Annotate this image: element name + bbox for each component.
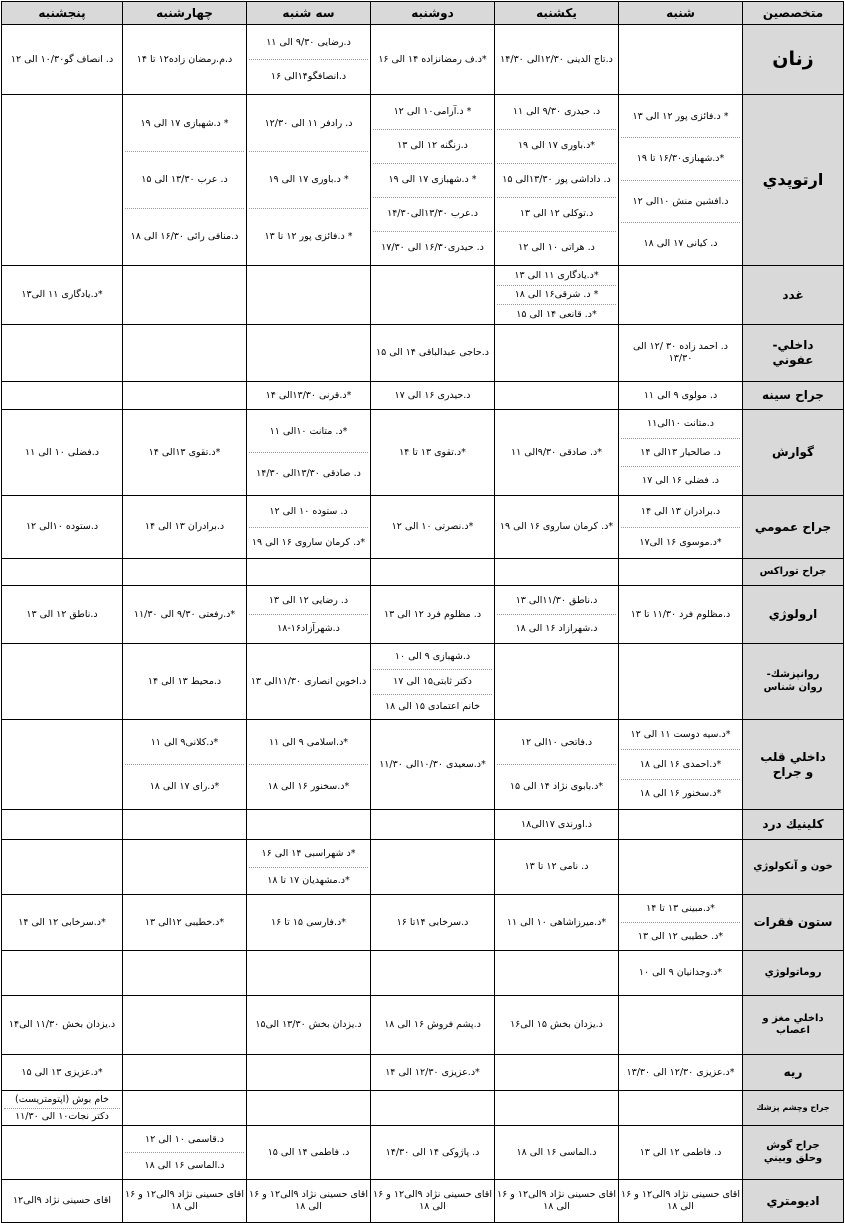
schedule-cell-wednesday bbox=[123, 382, 247, 410]
doctor-entry: *د.میرزاشاهی ۱۰ الی ۱۱ bbox=[506, 916, 607, 928]
table-row bbox=[2, 496, 844, 559]
schedule-cell-sunday bbox=[495, 1091, 619, 1126]
doctor-entry: *د.عزیزی ۱۳ الی ۱۵ bbox=[21, 1066, 103, 1078]
schedule-cell-saturday bbox=[619, 325, 743, 382]
doctor-entry: *د. کرمان ساروی ۱۶ الی ۱۹ bbox=[499, 521, 614, 533]
doctor-entry: *د.سرخابی ۱۲ الی ۱۴ bbox=[18, 916, 106, 928]
doctor-entry: *د.احمدی ۱۶ الی ۱۸ bbox=[621, 749, 740, 779]
table-row bbox=[2, 95, 844, 266]
doctor-entry: خانم اعتمادی ۱۵ الی ۱۸ bbox=[373, 694, 492, 719]
doctor-entry: د.تاج الدینی ۱۲/۳۰الی ۱۴/۳۰ bbox=[500, 53, 613, 65]
schedule-cell-thursday bbox=[2, 586, 123, 644]
schedule-cell-tuesday bbox=[247, 996, 371, 1055]
schedule-cell-sunday bbox=[495, 496, 619, 559]
doctor-entry: *د.قرنی ۱۳/۳۰الی ۱۴ bbox=[265, 389, 352, 401]
specialty-cell bbox=[743, 559, 844, 586]
schedule-cell-thursday bbox=[2, 1126, 123, 1180]
specialty-cell bbox=[743, 895, 844, 951]
schedule-cell-thursday bbox=[2, 410, 123, 496]
table-row bbox=[2, 266, 844, 325]
header-monday: دوشنبه bbox=[371, 2, 495, 25]
schedule-cell-monday bbox=[371, 586, 495, 644]
schedule-cell-wednesday bbox=[123, 25, 247, 95]
specialty-cell bbox=[743, 25, 844, 95]
specialty-cell bbox=[743, 1180, 844, 1223]
schedule-cell-monday bbox=[371, 325, 495, 382]
doctor-entry: د.محیط ۱۳ الی ۱۴ bbox=[147, 675, 222, 687]
doctor-entry: د.ناطق ۱۲ الی ۱۳ bbox=[26, 608, 98, 620]
doctor-entry: *د.تقوی ۱۳الی ۱۴ bbox=[148, 446, 221, 458]
doctor-entry: *د.خطیبی ۱۲الی ۱۳ bbox=[144, 916, 225, 928]
schedule-cell-saturday bbox=[619, 266, 743, 325]
table-row bbox=[2, 720, 844, 810]
schedule-cell-monday bbox=[371, 1091, 495, 1126]
doctor-entry: د. داداشی پور ۱۳/۳۰الی ۱۵ bbox=[497, 163, 616, 197]
doctor-entry: *د.یادگاری ۱۱ الی۱۳ bbox=[21, 289, 103, 301]
schedule-cell-sunday bbox=[495, 996, 619, 1055]
specialty-label: ارتوپدي bbox=[762, 170, 824, 189]
schedule-cell-monday bbox=[371, 95, 495, 266]
specialty-label: اديومتري bbox=[766, 1193, 820, 1208]
specialty-label: ارولوژي bbox=[768, 607, 818, 621]
schedule-cell-saturday bbox=[619, 1055, 743, 1091]
doctor-entry: د. صادقی ۱۳/۳۰الی ۱۴/۳۰ bbox=[249, 452, 368, 495]
schedule-cell-monday bbox=[371, 25, 495, 95]
specialty-cell bbox=[743, 410, 844, 496]
doctor-entry: د. رادفر ۱۱ الی ۱۲/۳۰ bbox=[264, 117, 353, 129]
doctor-entry: د.ستوده ۱۰الی ۱۲ bbox=[25, 521, 99, 533]
doctor-entry: د.فاتحی ۱۰الی ۱۲ bbox=[520, 736, 593, 748]
header-tuesday: سه شنبه bbox=[247, 2, 371, 25]
header-sunday: یکشنبه bbox=[495, 2, 619, 25]
table-row bbox=[2, 325, 844, 382]
schedule-cell-sunday bbox=[495, 1055, 619, 1091]
doctor-entry: * د.شهبازی ۱۷ الی ۱۹ bbox=[140, 117, 229, 129]
schedule-cell-saturday bbox=[619, 95, 743, 266]
specialty-label: داخلي- عفوني bbox=[772, 338, 814, 367]
schedule-cell-wednesday bbox=[123, 840, 247, 895]
schedule-cell-sunday bbox=[495, 840, 619, 895]
doctor-entry: *د.سعیدی ۱۰/۳۰الی ۱۱/۳۰ bbox=[379, 758, 486, 770]
schedule-cell-wednesday bbox=[123, 1180, 247, 1223]
table-row bbox=[2, 382, 844, 410]
doctor-entry: د.ناطق ۱۱/۳۰الی ۱۳ bbox=[515, 594, 598, 606]
doctor-entry: * د.باوری ۱۷ الی ۱۹ bbox=[249, 151, 368, 208]
doctor-entry: د. مولوی ۹ الی ۱۱ bbox=[643, 389, 718, 401]
doctor-entry: د.حاجی عبدالباقی ۱۴ الی ۱۵ bbox=[375, 347, 490, 359]
specialty-cell bbox=[743, 951, 844, 996]
doctor-entry: د. حیدری۱۶/۳۰ الی ۱۷/۳۰ bbox=[373, 231, 492, 265]
doctor-entry: *د شهراسبی ۱۴ الی ۱۶ bbox=[261, 847, 356, 859]
doctor-entry: د.م.رمضان زاده۱۲ تا ۱۴ bbox=[136, 53, 233, 65]
doctor-entry: د.قاسمی ۱۰ الی ۱۲ bbox=[145, 1133, 225, 1145]
doctor-entry: *د. خطیبی ۱۲ الی ۱۳ bbox=[621, 922, 740, 950]
doctor-entry: *د.کلانی۹ الی ۱۱ bbox=[150, 736, 219, 748]
schedule-cell-thursday bbox=[2, 1180, 123, 1223]
schedule-cell-wednesday bbox=[123, 266, 247, 325]
schedule-cell-sunday bbox=[495, 644, 619, 720]
doctor-entry: د.منافی رائی ۱۶/۳۰ الی ۱۸ bbox=[125, 208, 244, 265]
doctor-entry: د.توکلی ۱۲ الی ۱۳ bbox=[497, 197, 616, 231]
schedule-cell-thursday bbox=[2, 325, 123, 382]
schedule-cell-saturday bbox=[619, 496, 743, 559]
schedule-cell-wednesday bbox=[123, 325, 247, 382]
doctor-entry: د. پاژوکی ۱۴ الی ۱۴/۳۰ bbox=[385, 1146, 480, 1158]
header-specialists: متخصصین bbox=[743, 2, 844, 25]
schedule-cell-saturday bbox=[619, 644, 743, 720]
schedule-cell-tuesday bbox=[247, 1091, 371, 1126]
schedule-cell-monday bbox=[371, 895, 495, 951]
doctor-entry: د.متانت ۱۰الی۱۱ bbox=[647, 418, 714, 430]
doctor-entry: *د.سخنور ۱۶ الی ۱۸ bbox=[621, 779, 740, 809]
schedule-cell-tuesday bbox=[247, 1180, 371, 1223]
doctor-entry: د.الماسی ۱۶ الی ۱۸ bbox=[516, 1146, 597, 1158]
schedule-cell-sunday bbox=[495, 559, 619, 586]
doctor-entry: *د.موسوی ۱۶ الی۱۷ bbox=[621, 527, 740, 558]
doctor-entry: دکتر ثابتی۱۵ الی ۱۷ bbox=[373, 669, 492, 694]
table-row bbox=[2, 559, 844, 586]
doctor-entry: د.یزدان بخش ۱۵ الی۱۶ bbox=[510, 1019, 603, 1031]
header-thursday: پنجشنبه bbox=[2, 2, 123, 25]
specialty-label: گوارش bbox=[771, 445, 815, 459]
specialty-label: جراح عمومي bbox=[754, 519, 832, 534]
schedule-cell-wednesday bbox=[123, 644, 247, 720]
schedule-cell-sunday bbox=[495, 810, 619, 840]
schedule-cell-monday bbox=[371, 1055, 495, 1091]
schedule-cell-sunday bbox=[495, 382, 619, 410]
schedule-cell-wednesday bbox=[123, 720, 247, 810]
doctor-entry: د.انصافگو۱۴الی ۱۶ bbox=[249, 59, 368, 94]
doctor-entry: *د.یادگاری ۱۱ الی ۱۳ bbox=[514, 269, 599, 281]
doctor-entry: د. نامی ۱۲ تا ۱۳ bbox=[524, 861, 589, 873]
specialty-cell bbox=[743, 266, 844, 325]
schedule-cell-wednesday bbox=[123, 559, 247, 586]
schedule-cell-sunday bbox=[495, 720, 619, 810]
schedule-cell-thursday bbox=[2, 810, 123, 840]
doctor-entry: د.افشین منش ۱۰الی ۱۲ bbox=[621, 180, 740, 223]
schedule-cell-thursday bbox=[2, 25, 123, 95]
schedule-cell-wednesday bbox=[123, 895, 247, 951]
specialty-cell bbox=[743, 496, 844, 559]
schedule-cell-monday bbox=[371, 410, 495, 496]
schedule-cell-wednesday bbox=[123, 586, 247, 644]
doctor-entry: * د.شهبازی ۱۷ الی ۱۹ bbox=[373, 163, 492, 197]
doctor-entry: *د.اسلامی ۹ الی ۱۱ bbox=[268, 736, 349, 748]
doctor-entry: د.برادران ۱۳ الی ۱۴ bbox=[640, 505, 721, 517]
table-row bbox=[2, 1180, 844, 1223]
doctor-entry: د.الماسی ۱۶ الی ۱۸ bbox=[125, 1152, 244, 1179]
schedule-cell-thursday bbox=[2, 266, 123, 325]
table-row bbox=[2, 1091, 844, 1126]
schedule-cell-sunday bbox=[495, 951, 619, 996]
schedule-cell-monday bbox=[371, 810, 495, 840]
doctor-entry: اقای حسینی نژاد ۹الی۱۲ و ۱۶ الی ۱۸ bbox=[373, 1189, 492, 1212]
doctor-entry: *د.عزیزی ۱۲/۳۰ الی ۱۴ bbox=[385, 1066, 480, 1078]
doctor-entry: اقای حسینی نژاد ۹الی۱۲ و ۱۶ الی ۱۸ bbox=[125, 1189, 244, 1212]
clinic-schedule-table bbox=[1, 1, 844, 1223]
doctor-entry: د. فضلی ۱۶ الی ۱۷ bbox=[621, 466, 740, 494]
table-row bbox=[2, 410, 844, 496]
doctor-entry: د.فضلی ۱۰ الی ۱۱ bbox=[24, 446, 100, 458]
doctor-entry: *د.ف رمضانزاده ۱۴ الی ۱۶ bbox=[378, 53, 487, 65]
schedule-cell-monday bbox=[371, 720, 495, 810]
table-row bbox=[2, 996, 844, 1055]
schedule-cell-saturday bbox=[619, 382, 743, 410]
doctor-entry: *د.مشهدیان ۱۷ تا ۱۸ bbox=[249, 867, 368, 894]
doctor-entry: *د.وجدانیان ۹ الی ۱۰ bbox=[638, 967, 723, 979]
schedule-cell-thursday bbox=[2, 720, 123, 810]
header-wednesday: چهارشنبه bbox=[123, 2, 247, 25]
schedule-cell-saturday bbox=[619, 586, 743, 644]
doctor-entry: د.شهرآزاد۱۶-۱۸ bbox=[249, 614, 368, 643]
doctor-entry: *د.مبینی ۱۳ تا ۱۴ bbox=[646, 903, 715, 915]
doctor-entry: د.سرخابی ۱۴تا ۱۶ bbox=[396, 916, 469, 928]
schedule-cell-wednesday bbox=[123, 496, 247, 559]
schedule-cell-wednesday bbox=[123, 1091, 247, 1126]
schedule-cell-saturday bbox=[619, 410, 743, 496]
header-saturday: شنبه bbox=[619, 2, 743, 25]
schedule-cell-tuesday bbox=[247, 95, 371, 266]
schedule-cell-tuesday bbox=[247, 586, 371, 644]
schedule-cell-thursday bbox=[2, 996, 123, 1055]
table-row bbox=[2, 25, 844, 95]
specialty-label: خون و آنكولوژي bbox=[753, 860, 833, 872]
doctor-entry: د.زنگنه ۱۲ الی ۱۳ bbox=[373, 129, 492, 163]
schedule-cell-saturday bbox=[619, 720, 743, 810]
schedule-cell-sunday bbox=[495, 895, 619, 951]
specialty-cell bbox=[743, 1055, 844, 1091]
schedule-cell-sunday bbox=[495, 1126, 619, 1180]
specialty-label: روماتولوژي bbox=[764, 966, 822, 978]
schedule-cell-saturday bbox=[619, 840, 743, 895]
header-row bbox=[2, 2, 844, 25]
schedule-cell-monday bbox=[371, 1126, 495, 1180]
schedule-cell-monday bbox=[371, 496, 495, 559]
schedule-cell-wednesday bbox=[123, 996, 247, 1055]
doctor-entry: *د.سخنور ۱۶ الی ۱۸ bbox=[249, 764, 368, 809]
schedule-cell-saturday bbox=[619, 996, 743, 1055]
doctor-entry: د. فاطمی ۱۲ الی ۱۳ bbox=[639, 1146, 722, 1158]
specialty-cell bbox=[743, 95, 844, 266]
doctor-entry: د.اخوین انصاری ۱۱/۳۰الی ۱۳ bbox=[250, 675, 367, 687]
doctor-entry: د. صالحیار ۱۳الی ۱۴ bbox=[621, 438, 740, 466]
doctor-entry: * د.فائزی پور ۱۲ تا ۱۳ bbox=[249, 208, 368, 265]
specialty-label: غدد bbox=[782, 287, 804, 302]
doctor-entry: اقای حسینی نژاد ۹الی۱۲ و ۱۶ الی ۱۸ bbox=[249, 1189, 368, 1212]
doctor-entry: اقای حسینی نژاد ۹الی۱۲ و ۱۶ الی ۱۸ bbox=[621, 1189, 740, 1212]
schedule-cell-thursday bbox=[2, 951, 123, 996]
doctor-entry: دکتر نجات۱۰ الی ۱۱/۳۰ bbox=[4, 1108, 120, 1125]
schedule-cell-thursday bbox=[2, 1055, 123, 1091]
doctor-entry: اقای حسینی نژاد ۹الی۱۲ bbox=[12, 1195, 112, 1207]
schedule-cell-sunday bbox=[495, 266, 619, 325]
schedule-cell-tuesday bbox=[247, 559, 371, 586]
specialty-label: داخلي قلب و جراح bbox=[760, 749, 826, 779]
schedule-cell-tuesday bbox=[247, 840, 371, 895]
table-row bbox=[2, 810, 844, 840]
schedule-cell-tuesday bbox=[247, 951, 371, 996]
specialty-cell bbox=[743, 325, 844, 382]
schedule-cell-tuesday bbox=[247, 266, 371, 325]
schedule-cell-tuesday bbox=[247, 410, 371, 496]
schedule-cell-wednesday bbox=[123, 1055, 247, 1091]
doctor-entry: د.یزدان بخش ۱۳/۳۰ الی۱۵ bbox=[255, 1019, 362, 1031]
schedule-cell-tuesday bbox=[247, 325, 371, 382]
doctor-entry: خام بوش (اپتومتریست) bbox=[15, 1093, 109, 1105]
doctor-entry: *د.سیه دوست ۱۱ الی ۱۲ bbox=[630, 729, 731, 741]
doctor-entry: *د.نصرتی ۱۰ الی ۱۲ bbox=[391, 521, 474, 533]
schedule-cell-wednesday bbox=[123, 410, 247, 496]
doctor-entry: *د.رفعتی ۹/۳۰ الی ۱۱/۳۰ bbox=[133, 608, 236, 620]
doctor-entry: د.اورندی ۱۷الی۱۸ bbox=[520, 818, 593, 830]
specialty-cell bbox=[743, 720, 844, 810]
doctor-entry: د.عرب ۱۳/۳۰الی۱۴/۳۰ bbox=[373, 197, 492, 231]
schedule-cell-monday bbox=[371, 559, 495, 586]
schedule-cell-tuesday bbox=[247, 382, 371, 410]
doctor-entry: *د.باوری ۱۷ الی ۱۹ bbox=[497, 129, 616, 163]
schedule-cell-saturday bbox=[619, 951, 743, 996]
doctor-entry: *د. قانعی ۱۴ الی ۱۵ bbox=[497, 304, 616, 323]
table-row bbox=[2, 951, 844, 996]
doctor-entry: د.یزدان بخش ۱۱/۳۰ الی۱۴ bbox=[8, 1019, 116, 1031]
doctor-entry: د. انصاف گو۱۰/۳۰ الی ۱۲ bbox=[10, 53, 114, 65]
schedule-cell-thursday bbox=[2, 895, 123, 951]
schedule-cell-saturday bbox=[619, 25, 743, 95]
doctor-entry: د. حیدری ۹/۳۰ الی ۱۱ bbox=[512, 106, 601, 118]
doctor-entry: *د.بابوی نژاد ۱۴ الی ۱۵ bbox=[497, 764, 616, 809]
schedule-cell-monday bbox=[371, 266, 495, 325]
specialty-cell bbox=[743, 586, 844, 644]
specialty-cell bbox=[743, 382, 844, 410]
schedule-cell-thursday bbox=[2, 644, 123, 720]
table-row bbox=[2, 1055, 844, 1091]
schedule-cell-tuesday bbox=[247, 644, 371, 720]
schedule-cell-sunday bbox=[495, 25, 619, 95]
schedule-cell-wednesday bbox=[123, 1126, 247, 1180]
doctor-entry: *د.عزیزی ۱۲/۳۰ الی ۱۳/۳۰ bbox=[626, 1066, 735, 1078]
schedule-cell-monday bbox=[371, 951, 495, 996]
schedule-cell-sunday bbox=[495, 410, 619, 496]
schedule-cell-sunday bbox=[495, 325, 619, 382]
doctor-entry: د. مظلوم فرد ۱۲ الی ۱۳ bbox=[383, 608, 482, 620]
doctor-entry: د. هراتی ۱۰ الی ۱۲ bbox=[497, 231, 616, 265]
specialty-label: روانپزشك- روان شناس bbox=[763, 669, 823, 693]
specialty-label: كلينيك درد bbox=[762, 817, 824, 831]
schedule-cell-thursday bbox=[2, 559, 123, 586]
schedule-cell-wednesday bbox=[123, 95, 247, 266]
schedule-cell-saturday bbox=[619, 559, 743, 586]
doctor-entry: د. کیانی ۱۷ الی ۱۸ bbox=[621, 222, 740, 265]
schedule-cell-monday bbox=[371, 382, 495, 410]
doctor-entry: *د. کرمان ساروی ۱۶ الی ۱۹ bbox=[249, 527, 368, 558]
specialty-label: زنان bbox=[772, 47, 814, 70]
doctor-entry: *د.فارسی ۱۵ تا ۱۶ bbox=[271, 916, 346, 928]
doctor-entry: د. فاطمی ۱۴ الی ۱۵ bbox=[267, 1146, 350, 1158]
table-row bbox=[2, 644, 844, 720]
schedule-cell-thursday bbox=[2, 382, 123, 410]
schedule-cell-wednesday bbox=[123, 951, 247, 996]
doctor-entry: د.مظلوم فرد ۱۱/۳۰ تا ۱۳ bbox=[630, 608, 731, 620]
specialty-cell bbox=[743, 996, 844, 1055]
doctor-entry: د. رضایی ۱۲ الی ۱۳ bbox=[268, 594, 349, 606]
doctor-entry: د. عرب ۱۳/۳۰ الی ۱۵ bbox=[125, 151, 244, 208]
specialty-cell bbox=[743, 810, 844, 840]
schedule-cell-monday bbox=[371, 644, 495, 720]
doctor-entry: د.حیدری ۱۶ الی ۱۷ bbox=[394, 389, 471, 401]
doctor-entry: *د.رای ۱۷ الی ۱۸ bbox=[125, 764, 244, 809]
specialty-label: ستون فقرات bbox=[753, 915, 833, 929]
specialty-label: ريه bbox=[783, 1065, 803, 1079]
schedule-cell-thursday bbox=[2, 95, 123, 266]
doctor-entry: د. ستوده ۱۰ الی ۱۲ bbox=[269, 505, 348, 517]
specialty-cell bbox=[743, 1091, 844, 1126]
specialty-label: جراح وچشم پزشك bbox=[756, 1103, 830, 1112]
doctor-entry: د.رضایی ۹/۳۰ الی ۱۱ bbox=[266, 36, 351, 48]
schedule-cell-tuesday bbox=[247, 1126, 371, 1180]
schedule-cell-saturday bbox=[619, 1126, 743, 1180]
specialty-label: جراح سينه bbox=[762, 388, 824, 402]
schedule-cell-monday bbox=[371, 840, 495, 895]
doctor-entry: *د. متانت ۱۰الی ۱۱ bbox=[269, 425, 348, 437]
schedule-cell-saturday bbox=[619, 810, 743, 840]
schedule-cell-wednesday bbox=[123, 810, 247, 840]
schedule-cell-sunday bbox=[495, 586, 619, 644]
specialty-label: جراح توراکس bbox=[759, 565, 827, 577]
schedule-cell-monday bbox=[371, 1180, 495, 1223]
doctor-entry: * د.فائزی پور ۱۲ الی ۱۳ bbox=[632, 110, 729, 122]
doctor-entry: * د.آرامی۱۰ الی ۱۲ bbox=[393, 106, 472, 118]
schedule-cell-monday bbox=[371, 996, 495, 1055]
doctor-entry: اقای حسینی نژاد ۹الی۱۲ و ۱۶ الی ۱۸ bbox=[497, 1189, 616, 1212]
table-row bbox=[2, 840, 844, 895]
schedule-cell-sunday bbox=[495, 1180, 619, 1223]
doctor-entry: د. احمد زاده ۳۰ /۱۲ الی ۱۳/۳۰ bbox=[633, 341, 728, 364]
doctor-entry: *د.شهبازی۱۶/۳۰ تا ۱۹ bbox=[621, 137, 740, 180]
table-row bbox=[2, 895, 844, 951]
doctor-entry: *د.تقوی ۱۳ تا ۱۴ bbox=[399, 446, 466, 458]
schedule-cell-sunday bbox=[495, 95, 619, 266]
doctor-entry: د.پشم فروش ۱۶ الی ۱۸ bbox=[384, 1019, 481, 1031]
specialty-label: جراح گوش وحلق وبيني bbox=[763, 1140, 823, 1164]
schedule-cell-tuesday bbox=[247, 496, 371, 559]
specialty-cell bbox=[743, 840, 844, 895]
schedule-cell-thursday bbox=[2, 496, 123, 559]
doctor-entry: د.شهرازاد ۱۶ الی ۱۸ bbox=[497, 614, 616, 643]
specialty-label: داخلي مغز و اعصاب bbox=[762, 1012, 824, 1036]
schedule-cell-saturday bbox=[619, 1180, 743, 1223]
schedule-cell-tuesday bbox=[247, 810, 371, 840]
doctor-entry: د.شهبازی ۹ الی ۱۰ bbox=[394, 650, 471, 662]
schedule-cell-saturday bbox=[619, 895, 743, 951]
schedule-cell-thursday bbox=[2, 1091, 123, 1126]
schedule-cell-saturday bbox=[619, 1091, 743, 1126]
schedule-cell-tuesday bbox=[247, 895, 371, 951]
doctor-entry: *د. صادقی ۹/۳۰الی ۱۱ bbox=[511, 446, 602, 458]
schedule-cell-tuesday bbox=[247, 25, 371, 95]
doctor-entry: د.برادران ۱۳ الی ۱۴ bbox=[144, 521, 225, 533]
table-row bbox=[2, 1126, 844, 1180]
doctor-entry: * د. شرقی۱۶ الی ۱۸ bbox=[497, 285, 616, 304]
schedule-cell-thursday bbox=[2, 840, 123, 895]
specialty-cell bbox=[743, 644, 844, 720]
schedule-cell-tuesday bbox=[247, 720, 371, 810]
schedule-cell-tuesday bbox=[247, 1055, 371, 1091]
table-row bbox=[2, 586, 844, 644]
specialty-cell bbox=[743, 1126, 844, 1180]
